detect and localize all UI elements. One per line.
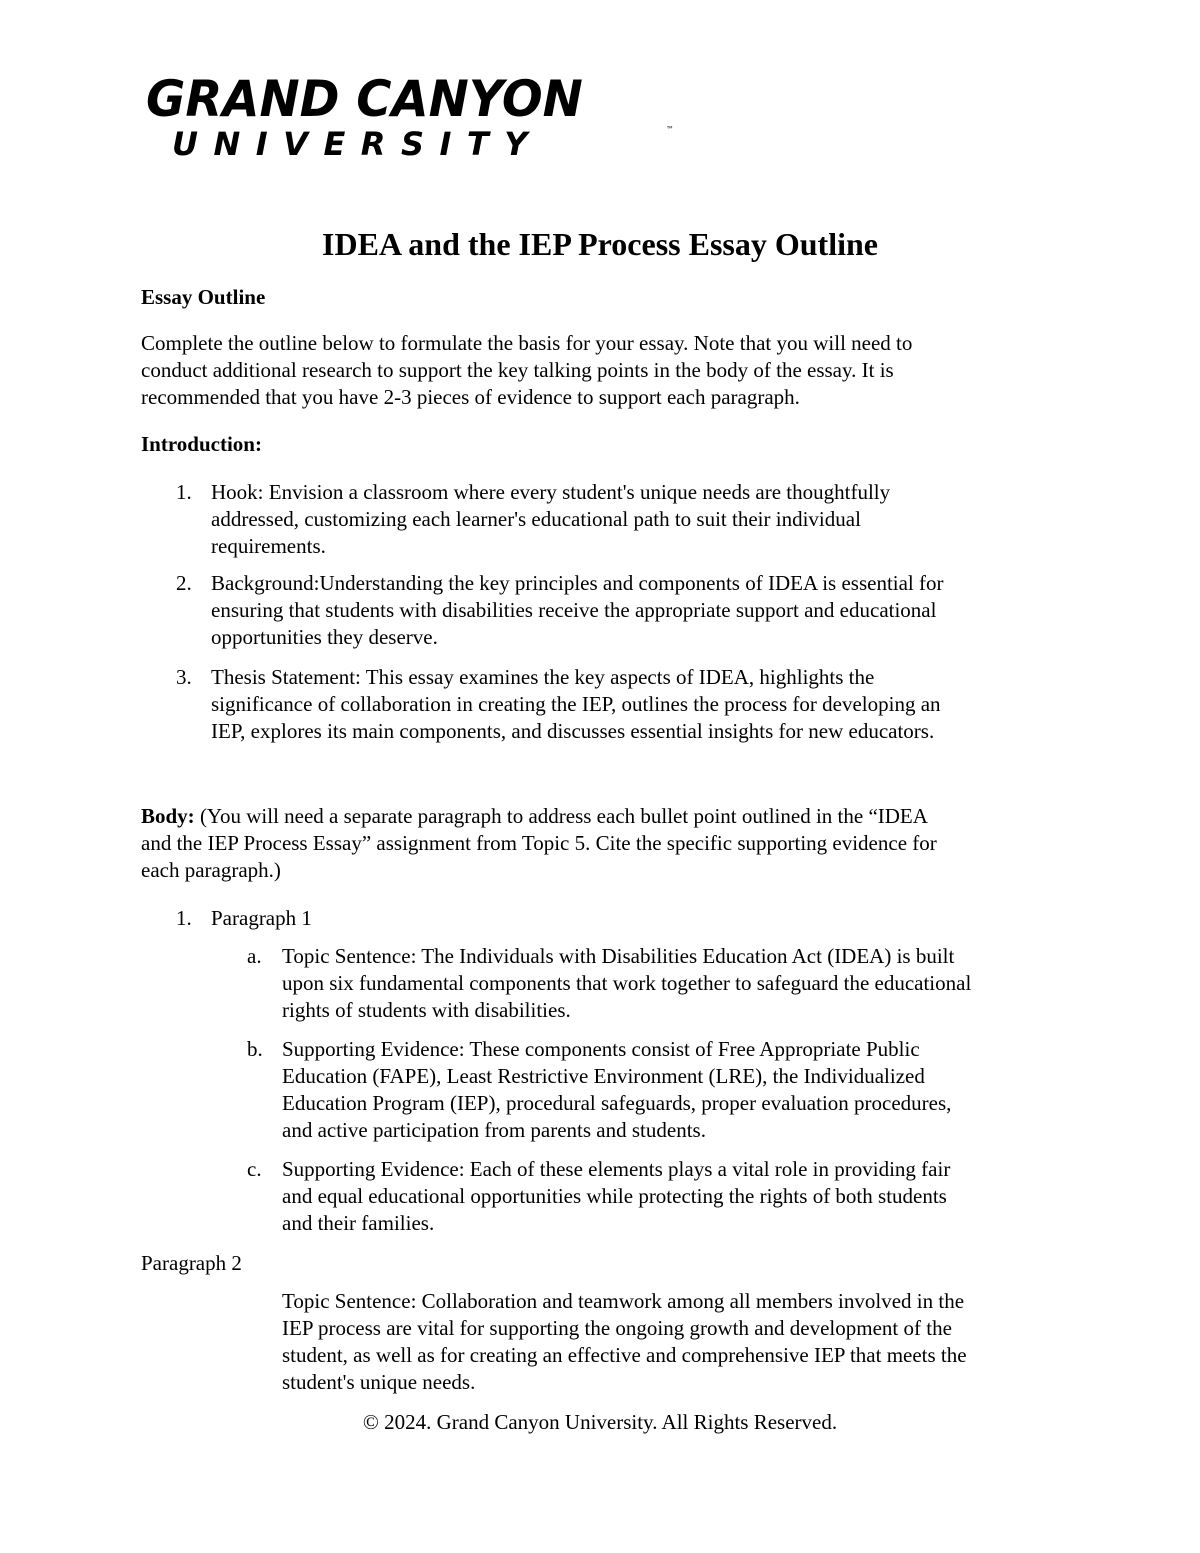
list-item-line: addressed, customizing each learner's educational path to suit their individual — [211, 507, 861, 531]
list-item-line: and their families. — [282, 1211, 435, 1235]
body-first-line — [141, 803, 937, 830]
intro-item-number: 1. — [176, 480, 192, 504]
essay-outline-heading: Essay Outline — [141, 285, 266, 309]
list-item-line: requirements. — [211, 534, 326, 558]
paragraph-1-topic-sentence — [282, 943, 971, 1024]
list-item-line: Thesis Statement: This essay examines the key aspects of IDEA, highlights the — [211, 665, 875, 689]
list-item-line: significance of collaboration in creating the IEP, outlines the process for developing an — [211, 692, 941, 716]
list-item-line: upon six fundamental components that work together to safeguard the educational — [282, 971, 972, 995]
list-item-line: Background:Understanding the key principles and components of IDEA is essential for — [211, 571, 944, 595]
body-instruction-text: (You will need a separate paragraph to address each bullet point outlined in the “IDEA — [194, 804, 928, 828]
list-item-line: rights of students with disabilities. — [282, 998, 571, 1022]
intro-item-thesis — [211, 664, 941, 745]
body-item-number: 1. — [176, 906, 192, 930]
list-item-line: ensuring that students with disabilities receive the appropriate support and educational — [211, 598, 937, 622]
introduction-heading: Introduction: — [141, 432, 262, 456]
list-item-line: Topic Sentence: Collaboration and teamwork among all members involved in the — [282, 1289, 965, 1313]
list-item-line: and active participation from parents and students. — [282, 1118, 706, 1142]
sub-item-letter: c. — [247, 1157, 262, 1181]
intro-item-background — [211, 570, 944, 651]
body-heading: Body: — [141, 804, 195, 828]
list-item-line: Education (FAPE), Least Restrictive Environment (LRE), the Individualized — [282, 1064, 925, 1088]
body-instructions — [141, 803, 937, 884]
list-item-line: Hook: Envision a classroom where every student's unique needs are thoughtfully — [211, 480, 891, 504]
paragraph-2-label: Paragraph 2 — [141, 1251, 242, 1275]
intro-item-number: 2. — [176, 571, 192, 595]
logo-trademark: ™ — [666, 125, 674, 134]
list-item-line: IEP, explores its main components, and discusses essential insights for new educators. — [211, 719, 935, 743]
list-item-line: student, as well as for creating an effective and comprehensive IEP that meets the — [282, 1343, 967, 1367]
body-instruction-line: and the IEP Process Essay” assignment from Topic 5. Cite the specific supporting evidence for — [141, 831, 937, 855]
list-item-line: and equal educational opportunities while protecting the rights of both students — [282, 1184, 947, 1208]
list-item-line: student's unique needs. — [282, 1370, 476, 1394]
university-logo — [146, 70, 674, 164]
intro-item-number: 3. — [176, 665, 192, 689]
paragraph-2-topic-sentence — [282, 1288, 967, 1396]
intro-paragraph — [141, 330, 912, 411]
intro-line: recommended that you have 2-3 pieces of evidence to support each paragraph. — [141, 385, 800, 409]
sub-item-letter: a. — [247, 944, 262, 968]
list-item-line: IEP process are vital for supporting the ongoing growth and development of the — [282, 1316, 952, 1340]
list-item-line: Topic Sentence: The Individuals with Disabilities Education Act (IDEA) is built — [282, 944, 955, 968]
copyright-footer: © 2024. Grand Canyon University. All Rights Reserved. — [362, 1410, 838, 1434]
list-item-line: Supporting Evidence: These components consist of Free Appropriate Public — [282, 1037, 920, 1061]
intro-item-hook — [211, 479, 890, 560]
list-item-line: Education Program (IEP), procedural safeguards, proper evaluation procedures, — [282, 1091, 952, 1115]
paragraph-1-evidence-1 — [282, 1036, 951, 1144]
sub-item-letter: b. — [247, 1037, 263, 1061]
logo-line-university: UNIVERSITY — [172, 125, 543, 163]
list-item-line: Supporting Evidence: Each of these elements plays a vital role in providing fair — [282, 1157, 951, 1181]
list-item-line: opportunities they deserve. — [211, 625, 438, 649]
document-title: IDEA and the IEP Process Essay Outline — [322, 226, 878, 262]
logo-line-grand-canyon: GRAND CANYON — [146, 70, 583, 128]
paragraph-1-evidence-2 — [282, 1156, 950, 1237]
intro-line: conduct additional research to support the key talking points in the body of the essay. It is — [141, 358, 894, 382]
intro-line: Complete the outline below to formulate the basis for your essay. Note that you will need to — [141, 331, 913, 355]
body-instruction-line: each paragraph.) — [141, 858, 281, 882]
paragraph-1-label: Paragraph 1 — [211, 906, 312, 930]
